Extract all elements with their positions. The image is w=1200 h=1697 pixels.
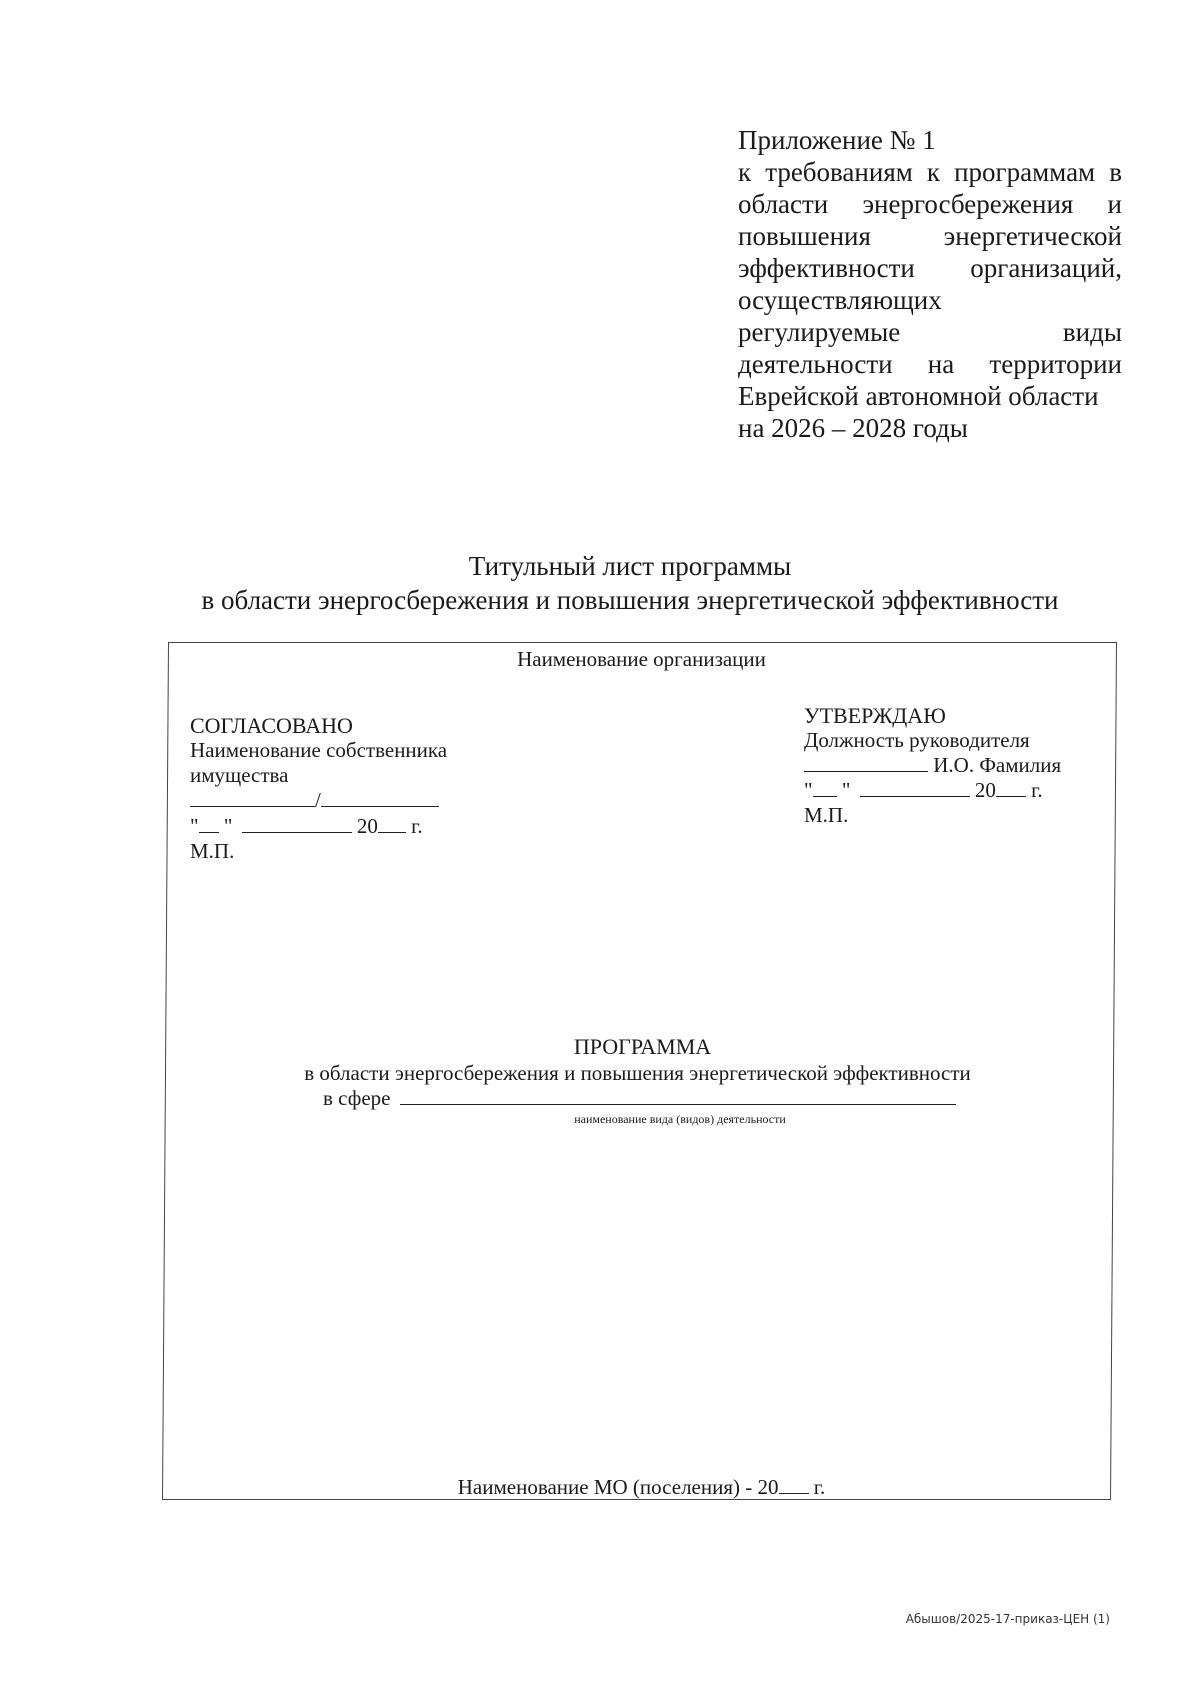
agreed-signature-blank — [190, 788, 315, 807]
agreed-year-blank — [378, 814, 406, 833]
agreed-stamp: М.П. — [190, 839, 235, 863]
agreed-slash: / — [315, 788, 321, 812]
appendix-word: в — [1109, 157, 1122, 187]
appendix-word: на — [927, 349, 955, 379]
sphere-line — [323, 1085, 956, 1112]
appendix-line — [738, 220, 1122, 252]
appendix-word: деятельности — [738, 349, 893, 379]
approve-name: И.О. Фамилия — [933, 753, 1062, 777]
sphere-prefix: в сфере — [323, 1086, 391, 1110]
appendix-line — [738, 252, 1122, 284]
approve-quote-close: " — [841, 778, 851, 802]
municipality-year-suffix: г. — [813, 1475, 826, 1499]
sphere-blank — [400, 1086, 956, 1105]
municipality-line — [168, 1474, 1115, 1501]
document-title-line1: Титульный лист программы — [468, 551, 792, 581]
agreed-year-suffix: г. — [411, 814, 423, 838]
approve-position-label: Должность руководителя — [804, 728, 1030, 752]
document-title — [150, 549, 1110, 617]
appendix-line — [738, 188, 1122, 220]
appendix-word: программам — [954, 157, 1096, 187]
approve-year-suffix: г. — [1031, 778, 1043, 802]
appendix-word: виды — [1062, 317, 1122, 347]
appendix-title: Приложение № 1 — [738, 125, 936, 155]
appendix-line: на 2026 – 2028 годы — [738, 413, 968, 443]
approve-year-prefix: 20 — [974, 778, 996, 802]
program-subtitle: в области энергосбережения и повышения энергетической эффективности — [304, 1061, 971, 1085]
appendix-line: Еврейской автономной области — [738, 381, 1099, 411]
agreed-quote-close: " — [223, 814, 233, 838]
appendix-word: энергетической — [943, 221, 1122, 251]
agreed-name-blank — [321, 788, 439, 807]
agreed-block — [190, 713, 490, 864]
document-title-line2: в области энергосбережения и повышения энергетической эффективности — [201, 585, 1059, 615]
approve-date-line — [804, 778, 1124, 803]
appendix-line — [738, 156, 1122, 188]
program-block — [170, 1033, 1115, 1087]
appendix-word: к — [738, 157, 752, 187]
approve-signature-line — [804, 753, 1124, 778]
appendix-line — [738, 316, 1122, 348]
agreed-month-blank — [242, 814, 352, 833]
approve-block — [804, 703, 1124, 828]
approve-stamp: М.П. — [804, 803, 849, 827]
appendix-word: регулируемые — [738, 317, 901, 347]
organization-name-label: Наименование организации — [517, 647, 766, 671]
program-heading: ПРОГРАММА — [573, 1034, 712, 1059]
approve-heading: УТВЕРЖДАЮ — [804, 703, 946, 728]
appendix-word: энергосбережения — [862, 189, 1074, 219]
agreed-year-prefix: 20 — [356, 814, 378, 838]
agreed-date-line — [190, 814, 490, 839]
approve-quote-open: " — [804, 778, 813, 802]
appendix-line: осуществляющих — [738, 285, 942, 315]
agreed-owner-label-line2: имущества — [190, 763, 289, 787]
approve-signature-blank — [804, 753, 928, 772]
appendix-word: повышения — [738, 221, 871, 251]
agreed-heading: СОГЛАСОВАНО — [190, 713, 353, 738]
appendix-word: организаций, — [970, 253, 1122, 283]
appendix-word: области — [738, 189, 829, 219]
appendix-word: территории — [989, 349, 1122, 379]
sphere-caption: наименование вида (видов) деятельности — [574, 1112, 786, 1126]
appendix-word: требованиям — [765, 157, 913, 187]
agreed-owner-label-line1: Наименование собственника — [190, 738, 448, 762]
appendix-block — [738, 124, 1122, 444]
agreed-day-blank — [199, 814, 219, 833]
municipality-label: Наименование МО (поселения) - 20 — [457, 1475, 779, 1499]
agreed-signature-line — [190, 788, 490, 814]
approve-year-blank — [996, 778, 1026, 797]
municipality-year-blank — [779, 1475, 809, 1494]
approve-day-blank — [813, 778, 837, 797]
document-code: Абышов/2025-17-приказ-ЦЕН (1) — [905, 1612, 1110, 1626]
appendix-text — [738, 156, 1122, 444]
agreed-quote-open: " — [190, 814, 199, 838]
appendix-word: к — [926, 157, 941, 187]
appendix-line — [738, 348, 1122, 380]
appendix-word: эффективности — [738, 253, 915, 283]
appendix-word: и — [1107, 189, 1122, 219]
approve-month-blank — [860, 778, 970, 797]
